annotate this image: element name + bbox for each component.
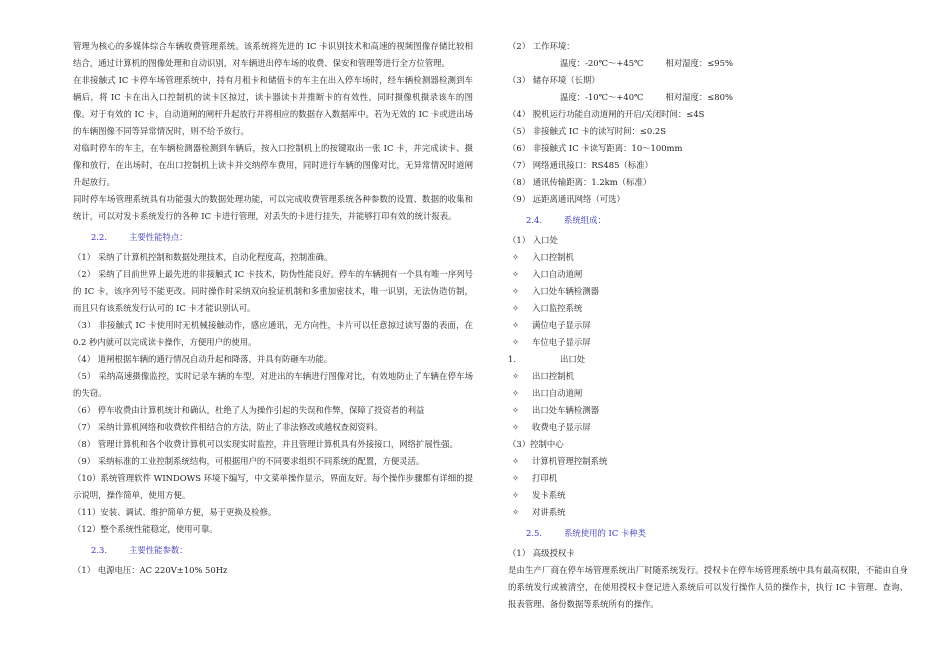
feature-item-10: （10）系统管理软件 WINDOWS 环境下编写，中文菜单操作显示，界面友好。每个操作步骤都有详细的提示说明，操作简单，使用方便。	[73, 473, 473, 500]
list-item: ✧ 满位电子显示屏	[508, 317, 908, 334]
intro-paragraph-1: 管理为核心的多媒体综合车辆收费管理系统。该系统将先进的 IC 卡识别技术和高速的视频图像存储比较相结合，通过计算机的图像处理和自动识别，对车辆进出停车场的收费、保安和管理等进行全方位管理。	[73, 41, 473, 68]
bullet-icon: ✧	[512, 388, 520, 398]
param-item-4: （4） 脱机运行功能自动道闸的开启/关闭时间：≤4S	[508, 109, 705, 119]
list-item: ✧ 出口自动道闸	[508, 385, 908, 402]
section-heading-2-3: 2.3. 主要性能参数：	[91, 545, 188, 555]
param-item-1: （1） 电源电压：AC 220V±10% 50Hz	[73, 565, 228, 575]
bullet-icon: ✧	[512, 490, 520, 500]
bullet-icon: ✧	[512, 320, 520, 330]
list-item: ✧ 对讲系统	[508, 504, 908, 521]
entrance-label: （1） 入口处	[508, 235, 558, 245]
bullet-icon: ✧	[512, 303, 520, 313]
bullet-icon: ✧	[512, 507, 520, 517]
feature-item-8: （8） 管理计算机和各个收费计算机可以实现实时监控，并且管理计算机具有外接接口，网络扩展性强。	[73, 439, 458, 449]
intro-paragraph-4: 同时停车场管理系统具有功能强大的数据处理功能，可以完成收费管理系统各种参数的设置、数据的收集和统计，可以对发卡系统发行的各种 IC 卡进行管理，对丢失的卡进行挂失，并能够打印有效的统计报表。	[73, 194, 473, 221]
intro-paragraph-2: 在非接触式 IC 卡停车场管理系统中，持有月租卡和储值卡的车主在出入停车场时，经车辆检测器检测到车辆后，将 IC 卡在出入口控制机的读卡区掠过，读卡器读卡并推断卡的有效性，同时摄像机摄录该车的图像。对于有效的 IC 卡，自动道闸的闸杆升起放行并将相应的数据存入数据库中。若为无效的 IC 卡或进出场的车辆图像不同等异常情况时，则不给予放行。	[73, 75, 473, 136]
feature-item-7: （7） 采纳计算机网络和收费软件相结合的方法，防止了非法修改或越权查阅资料。	[73, 422, 383, 432]
left-column	[73, 38, 473, 579]
list-item: ✧ 发卡系统	[508, 487, 908, 504]
right-column	[508, 38, 908, 613]
param-item-2-label: （2） 工作环境：	[508, 41, 575, 51]
feature-item-11: （11）安装、调试、维护简单方便，易于更换及检修。	[73, 507, 277, 517]
feature-item-12: （12）整个系统性能稳定，使用可靠。	[73, 524, 218, 534]
card-type-label: （1） 高级授权卡	[508, 548, 575, 558]
param-item-9: （9） 远距离通讯网络（可选）	[508, 194, 625, 204]
bullet-icon: ✧	[512, 269, 520, 279]
feature-item-3: （3） 非接触式 IC 卡使用时无机械接触动作，感应通讯，无方向性，卡片可以任意掠过读写器的表面，在 0.2 秒内就可以完成读卡操作，方便用户的使用。	[73, 320, 473, 347]
card-type-description: 是由生产厂商在停车场管理系统出厂时随系统发行。授权卡在停车场管理系统中具有最高权限，不能由自身的系统发行或被清空，在使用授权卡登记进入系统后可以发行操作人员的操作卡，执行 IC 卡管理、查询、报表管理、备份数据等系统所有的操作。	[508, 565, 908, 609]
list-item: ✧ 计算机管理控制系统	[508, 453, 908, 470]
list-item: ✧ 收费电子显示屏	[508, 419, 908, 436]
bullet-icon: ✧	[512, 473, 520, 483]
control-center-label: （3）控制中心	[508, 439, 564, 449]
bullet-icon: ✧	[512, 252, 520, 262]
param-item-7: （7） 网络通讯接口：RS485（标准）	[508, 160, 653, 170]
bullet-icon: ✧	[512, 371, 520, 381]
section-heading-2-5: 2.5. 系统使用的 IC 卡种类	[526, 528, 647, 538]
feature-item-1: （1） 采纳了计算机控制和数据处理技术，自动化程度高，控制准确。	[73, 252, 333, 262]
param-item-3-detail: 温度：-10℃～+40℃ 相对湿度：≤80%	[560, 92, 733, 102]
intro-paragraph-3: 对临时停车的车主，在车辆检测器检测到车辆后，按入口控制机上的按键取出一张 IC 卡，并完成读卡、摄像和放行，在出场时，在出口控制机上读卡并交纳停车费用，同时进行车辆的图像对比，无异常情况时道闸升起放行。	[73, 143, 473, 187]
list-item: ✧ 出口控制机	[508, 368, 908, 385]
bullet-icon: ✧	[512, 286, 520, 296]
bullet-icon: ✧	[512, 422, 520, 432]
exit-label: 1. 出口处	[508, 354, 586, 364]
feature-item-2: （2） 采纳了目前世界上最先进的非接触式 IC 卡技术，防伪性能良好。停车的车辆拥有一个具有唯一序列号的 IC 卡，该序列号不能更改。同时操作时采纳双向验证机制和多重加密技术，唯一识别，无法伪造仿制，而且只有该系统发行认可的 IC 卡才能识别认可。	[73, 269, 473, 313]
list-item: ✧ 出口处车辆检测器	[508, 402, 908, 419]
param-item-2-detail: 温度：-20℃～+45℃ 相对湿度：≤95%	[560, 58, 733, 68]
list-item: ✧ 入口控制机	[508, 249, 908, 266]
param-item-8: （8） 通讯传输距离：1.2km（标准）	[508, 177, 652, 187]
param-item-6: （6） 非接触式 IC 卡读写距离：10～100mm	[508, 143, 683, 153]
list-item: ✧ 入口自动道闸	[508, 266, 908, 283]
param-item-5: （5） 非接触式 IC 卡的读写时间：≤0.2S	[508, 126, 666, 136]
list-item: ✧ 入口处车辆检测器	[508, 283, 908, 300]
feature-item-9: （9） 采纳标准的工业控制系统结构，可根据用户的不同要求组织不同系统的配置，方便灵活。	[73, 456, 425, 466]
list-item: ✧ 打印机	[508, 470, 908, 487]
bullet-icon: ✧	[512, 456, 520, 466]
bullet-icon: ✧	[512, 337, 520, 347]
param-item-3-label: （3） 储存环境（长期）	[508, 75, 600, 85]
list-item: ✧ 车位电子显示屏	[508, 334, 908, 351]
section-heading-2-2: 2.2. 主要性能特点：	[91, 232, 188, 242]
feature-item-4: （4） 道闸根据车辆的通行情况自动升起和降落，并具有防砸车功能。	[73, 354, 333, 364]
section-heading-2-4: 2.4. 系统组成：	[526, 215, 606, 225]
bullet-icon: ✧	[512, 405, 520, 415]
feature-item-5: （5） 采纳高速摄像监控，实时记录车辆的车型，对进出的车辆进行图像对比，有效地防止了车辆在停车场的失窃。	[73, 371, 473, 398]
feature-item-6: （6） 停车收费由计算机统计和确认，杜绝了人为操作引起的失误和作弊，保障了投资者的利益	[73, 405, 425, 415]
list-item: ✧ 入口监控系统	[508, 300, 908, 317]
